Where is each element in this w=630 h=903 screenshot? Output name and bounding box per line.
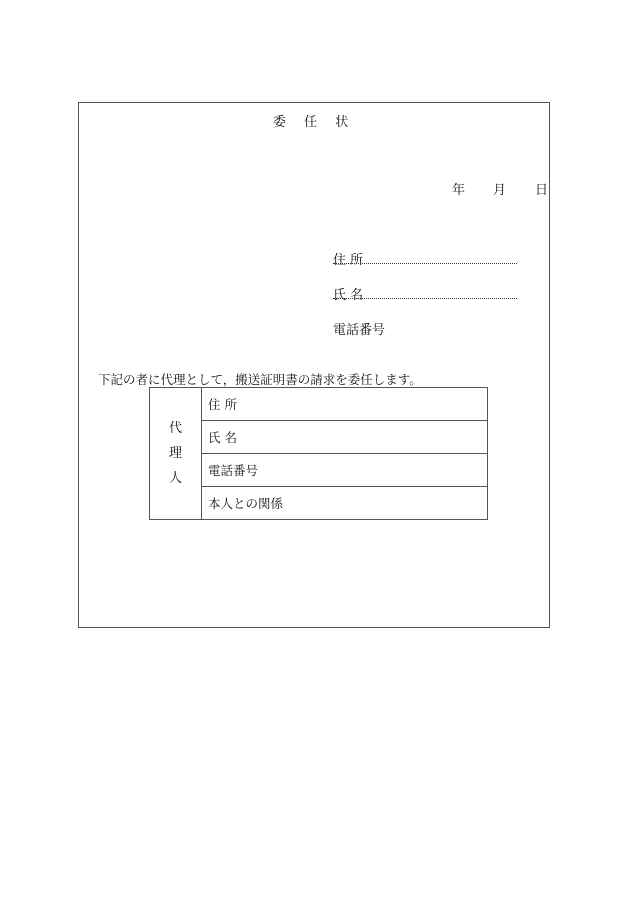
document-frame <box>78 102 550 628</box>
agent-table <box>149 387 488 520</box>
agent-side-char: 代 <box>168 421 182 436</box>
agent-side-char: 理 <box>168 446 182 461</box>
delegation-statement: 下記の者に代理として，搬送証明書の請求を委任します。 <box>98 372 422 387</box>
principal-address-line <box>333 263 517 264</box>
principal-address-label: 住 所 <box>333 253 364 268</box>
agent-name-cell: 氏 名 <box>202 421 488 454</box>
agent-table-row <box>150 388 488 421</box>
document-title: 委 任 状 <box>272 115 356 130</box>
date-month-label: 月 <box>493 183 507 198</box>
agent-relationship-cell: 本人との関係 <box>202 487 488 520</box>
date-year-label: 年 <box>452 183 466 198</box>
principal-name-label: 氏 名 <box>333 288 364 303</box>
principal-name-line <box>333 298 517 299</box>
principal-phone-label: 電話番号 <box>333 323 386 338</box>
agent-phone-cell: 電話番号 <box>202 454 488 487</box>
date-day-label: 日 <box>535 183 549 198</box>
agent-side-char: 人 <box>168 471 182 486</box>
agent-address-cell: 住 所 <box>202 388 488 421</box>
agent-side-label <box>150 388 202 520</box>
